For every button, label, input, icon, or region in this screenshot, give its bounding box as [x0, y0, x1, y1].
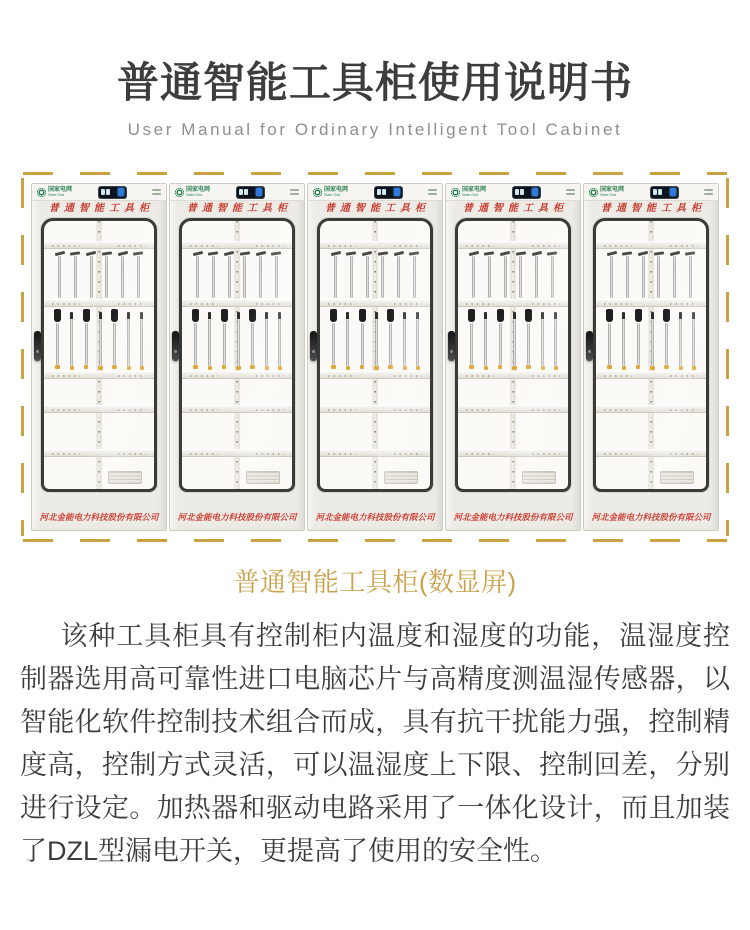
glass-panel	[179, 218, 295, 492]
shelf	[320, 405, 430, 413]
shelf	[458, 241, 568, 249]
hanging-tool	[387, 309, 394, 369]
hanging-tool	[98, 312, 103, 370]
shelf	[44, 299, 154, 307]
hanging-tool	[208, 252, 219, 298]
cabinets-row	[31, 183, 719, 531]
brand-name: 国家电网	[462, 186, 487, 193]
tool-row-screwdrivers	[320, 307, 430, 371]
hanging-tool	[236, 312, 241, 370]
heater-unit	[246, 471, 280, 484]
display-segment	[239, 189, 243, 195]
company-name: 河北金能电力科技股份有限公司	[315, 512, 435, 522]
cabinet-header	[32, 184, 166, 201]
display-segment	[520, 189, 524, 195]
description-paragraph: 该种工具柜具有控制柜内温度和湿度的功能，温湿度控制器选用高可靠性进口电脑芯片与高精度测温湿传感器，以智能化软件控制技术组合而成，具有抗干扰能力强，控制精度高，控制方式灵活，可以温湿度上下限、控制回差，分别进行设定。加热器和驱动电路采用了一体化设计，而且加装了DZL型漏电开关，更提高了使用的安全性。	[20, 621, 730, 866]
heater-unit	[384, 471, 418, 484]
cabinet-header	[584, 184, 718, 201]
heater-unit	[108, 471, 142, 484]
figure-border-right	[726, 178, 729, 536]
company-name: 河北金能电力科技股份有限公司	[39, 512, 159, 522]
hanging-tool	[512, 312, 517, 370]
keyhole-icon	[36, 350, 39, 353]
cabinet-header	[170, 184, 304, 201]
product-figure	[21, 172, 729, 542]
hanging-tool	[669, 252, 680, 298]
hanging-tool	[638, 252, 649, 298]
hanging-tool	[83, 309, 90, 369]
hanging-tool	[622, 312, 627, 370]
tool-row-wrenches	[596, 249, 706, 299]
state-grid-logo-text	[324, 187, 348, 198]
brand-name: 国家电网	[600, 186, 625, 193]
hanging-tool	[54, 252, 65, 298]
keyhole-icon	[588, 350, 591, 353]
brand-subname: State Grid	[324, 192, 341, 198]
display-segment	[515, 189, 519, 195]
display-segment	[377, 189, 381, 195]
state-grid-logo	[313, 187, 348, 198]
hanging-tool	[133, 252, 144, 298]
digital-display	[237, 187, 264, 198]
cabinet	[31, 183, 167, 531]
hanging-tool	[86, 252, 97, 298]
display-segment	[101, 189, 105, 195]
state-grid-emblem-icon	[175, 188, 184, 197]
hanging-tool	[531, 252, 542, 298]
brand-name: 国家电网	[324, 186, 349, 193]
cabinet-header	[308, 184, 442, 201]
shelf	[596, 299, 706, 307]
state-grid-emblem-icon	[451, 188, 460, 197]
brand-subname: State Grid	[48, 192, 65, 198]
door-handle	[310, 331, 317, 361]
hanging-tool	[271, 252, 282, 298]
tool-row-screwdrivers	[458, 307, 568, 371]
hanging-tool	[54, 309, 61, 369]
cabinet	[583, 183, 719, 531]
glass-panel	[593, 218, 709, 492]
hanging-tool	[101, 252, 112, 298]
tool-row-screwdrivers	[182, 307, 292, 371]
hanging-tool	[140, 312, 145, 370]
digital-display	[375, 187, 402, 198]
cabinet-door	[446, 216, 580, 504]
heater-unit	[522, 471, 556, 484]
hanging-tool	[265, 312, 270, 370]
state-grid-logo	[175, 187, 210, 198]
shelf	[44, 405, 154, 413]
page-title: 普通智能工具柜使用说明书	[116, 59, 633, 106]
display-segment	[382, 189, 386, 195]
tool-row-screwdrivers	[44, 307, 154, 371]
display-segment	[118, 188, 124, 196]
shelf	[320, 241, 430, 249]
hanging-tool	[468, 252, 479, 298]
display-segment	[106, 189, 110, 195]
hanging-tool	[224, 252, 235, 298]
hanging-tool	[484, 312, 489, 370]
shelf	[182, 449, 292, 457]
shelf	[458, 299, 568, 307]
hanging-tool	[484, 252, 495, 298]
glass-panel	[317, 218, 433, 492]
hanging-tool	[416, 312, 421, 370]
hanging-tool	[117, 252, 128, 298]
hanging-tool	[70, 252, 81, 298]
hanging-tool	[606, 252, 617, 298]
heater-unit	[660, 471, 694, 484]
hanging-tool	[374, 312, 379, 370]
vent-icon	[152, 189, 161, 196]
cabinet-door	[584, 216, 718, 504]
cabinet-door	[308, 216, 442, 504]
shelf	[596, 371, 706, 379]
hanging-tool	[127, 312, 132, 370]
hanging-tool	[249, 309, 256, 369]
shelf	[320, 299, 430, 307]
shelf	[458, 371, 568, 379]
keyhole-icon	[312, 350, 315, 353]
brand-name: 国家电网	[186, 186, 211, 193]
cabinet-title: 普通智能工具柜	[325, 203, 430, 214]
display-segment	[670, 188, 676, 196]
hanging-tool	[239, 252, 250, 298]
hanging-tool	[70, 312, 75, 370]
hanging-tool	[221, 309, 228, 369]
hanging-tool	[362, 252, 373, 298]
shelf	[44, 371, 154, 379]
hanging-tool	[515, 252, 526, 298]
cabinet	[169, 183, 305, 531]
display-segment	[532, 188, 538, 196]
digital-display	[513, 187, 540, 198]
hanging-tool	[409, 252, 420, 298]
glass-panel	[41, 218, 157, 492]
glass-panel	[455, 218, 571, 492]
hanging-tool	[192, 252, 203, 298]
shelf	[182, 405, 292, 413]
hanging-tool	[650, 312, 655, 370]
vent-icon	[428, 189, 437, 196]
keyhole-icon	[174, 350, 177, 353]
shelf	[596, 241, 706, 249]
hanging-tool	[377, 252, 388, 298]
hanging-tool	[192, 309, 199, 369]
keyhole-icon	[450, 350, 453, 353]
figure-border-top	[23, 172, 727, 175]
hanging-tool	[525, 309, 532, 369]
tool-row-wrenches	[182, 249, 292, 299]
state-grid-logo	[589, 187, 624, 198]
display-segment	[658, 189, 662, 195]
tool-row-wrenches	[320, 249, 430, 299]
figure-border-left	[21, 178, 24, 536]
display-segment	[244, 189, 248, 195]
hanging-tool	[547, 252, 558, 298]
state-grid-logo	[451, 187, 486, 198]
display-segment	[256, 188, 262, 196]
shelf	[458, 449, 568, 457]
state-grid-emblem-icon	[313, 188, 322, 197]
state-grid-logo	[37, 187, 72, 198]
tool-row-wrenches	[458, 249, 568, 299]
shelf	[182, 299, 292, 307]
brand-subname: State Grid	[186, 192, 203, 198]
state-grid-emblem-icon	[589, 188, 598, 197]
cabinet-door	[32, 216, 166, 504]
shelf	[320, 371, 430, 379]
hanging-tool	[692, 312, 697, 370]
shelf	[596, 405, 706, 413]
hanging-tool	[346, 252, 357, 298]
vent-icon	[704, 189, 713, 196]
shelf	[458, 405, 568, 413]
state-grid-logo-text	[186, 187, 210, 198]
hanging-tool	[622, 252, 633, 298]
state-grid-logo-text	[462, 187, 486, 198]
shelf	[44, 449, 154, 457]
hanging-tool	[346, 312, 351, 370]
hanging-tool	[500, 252, 511, 298]
company-name: 河北金能电力科技股份有限公司	[177, 512, 297, 522]
door-handle	[586, 331, 593, 361]
cabinet-title: 普通智能工具柜	[463, 203, 568, 214]
hanging-tool	[255, 252, 266, 298]
cabinet-door	[170, 216, 304, 504]
door-handle	[172, 331, 179, 361]
cabinet-header	[446, 184, 580, 201]
hanging-tool	[278, 312, 283, 370]
shelf	[596, 449, 706, 457]
hanging-tool	[393, 252, 404, 298]
hanging-tool	[359, 309, 366, 369]
state-grid-emblem-icon	[37, 188, 46, 197]
shelf	[182, 371, 292, 379]
hanging-tool	[653, 252, 664, 298]
figure-caption: 普通智能工具柜(数显屏)	[233, 567, 517, 597]
tool-row-screwdrivers	[596, 307, 706, 371]
brand-subname: State Grid	[462, 192, 479, 198]
brand-name: 国家电网	[48, 186, 73, 193]
cabinet-title: 普通智能工具柜	[49, 203, 154, 214]
hanging-tool	[497, 309, 504, 369]
shelf	[182, 241, 292, 249]
cabinet-title: 普通智能工具柜	[187, 203, 292, 214]
hanging-tool	[111, 309, 118, 369]
hanging-tool	[606, 309, 613, 369]
state-grid-logo-text	[600, 187, 624, 198]
hanging-tool	[635, 309, 642, 369]
cabinet-title: 普通智能工具柜	[601, 203, 706, 214]
figure-border-bottom	[23, 539, 727, 542]
hanging-tool	[208, 312, 213, 370]
hanging-tool	[330, 309, 337, 369]
company-name: 河北金能电力科技股份有限公司	[591, 512, 711, 522]
shelf	[44, 241, 154, 249]
door-handle	[448, 331, 455, 361]
hanging-tool	[468, 309, 475, 369]
hanging-tool	[554, 312, 559, 370]
cabinet	[307, 183, 443, 531]
hanging-tool	[663, 309, 670, 369]
vent-icon	[566, 189, 575, 196]
hanging-tool	[541, 312, 546, 370]
shelf	[320, 449, 430, 457]
cabinet	[445, 183, 581, 531]
hanging-tool	[330, 252, 341, 298]
display-segment	[653, 189, 657, 195]
tool-row-wrenches	[44, 249, 154, 299]
company-name: 河北金能电力科技股份有限公司	[453, 512, 573, 522]
brand-subname: State Grid	[600, 192, 617, 198]
digital-display	[651, 187, 678, 198]
door-handle	[34, 331, 41, 361]
digital-display	[99, 187, 126, 198]
hanging-tool	[679, 312, 684, 370]
state-grid-logo-text	[48, 187, 72, 198]
page-subtitle: User Manual for Ordinary Intelligent Tool Cabinet	[127, 120, 623, 139]
hanging-tool	[403, 312, 408, 370]
display-segment	[394, 188, 400, 196]
hanging-tool	[685, 252, 696, 298]
vent-icon	[290, 189, 299, 196]
